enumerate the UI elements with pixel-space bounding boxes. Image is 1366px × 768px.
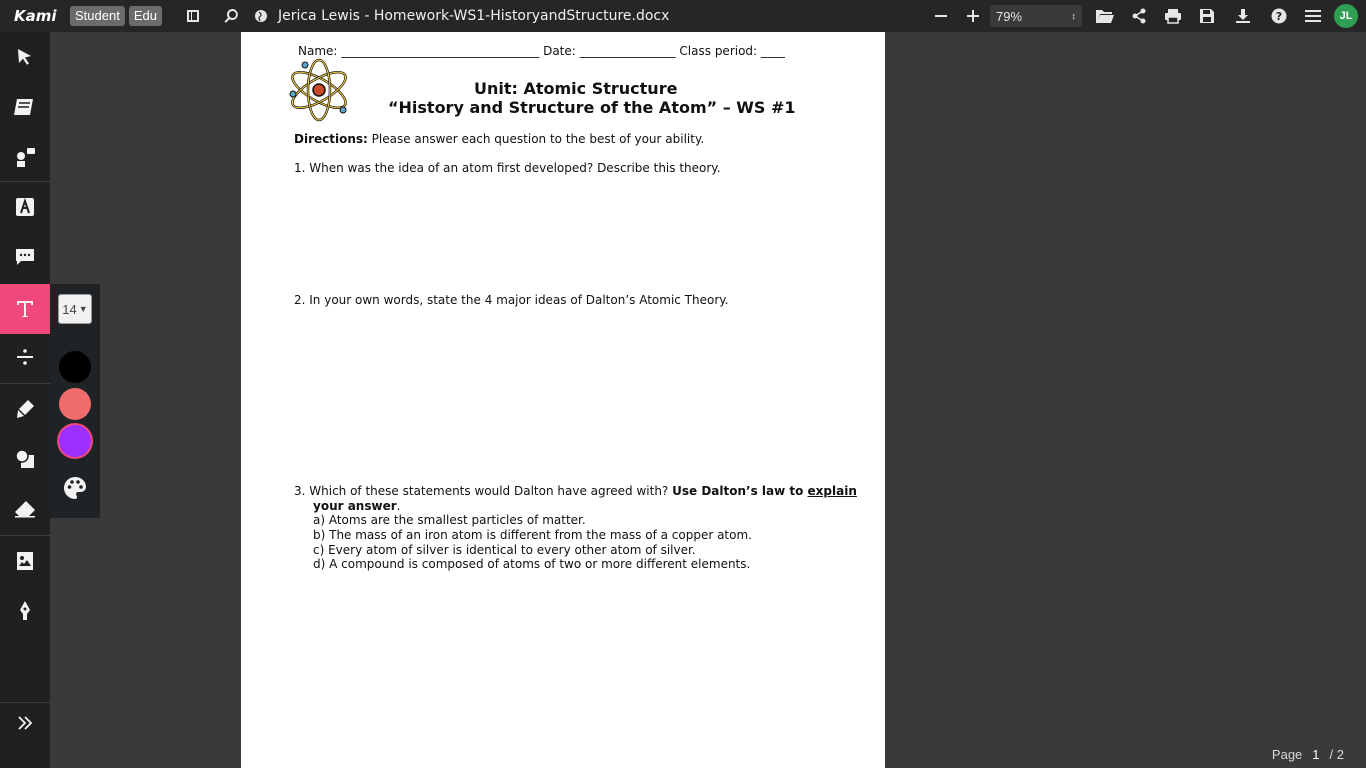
question-2: 2. In your own words, state the 4 major ideas of Dalton’s Atomic Theory. [294,293,729,307]
font-size-value: 14 [62,301,77,317]
svg-text:?: ? [1275,10,1283,23]
option-c: c) Every atom of silver is identical to every other atom of silver. [313,543,696,557]
edu-badge[interactable]: Edu [129,6,162,26]
drawing-tool-icon[interactable] [0,385,50,433]
eraser-tool-icon[interactable] [0,485,50,533]
option-b: b) The mass of an iron atom is different from the mass of a copper atom. [313,528,752,542]
question-3-bold: Use Dalton’s law to [672,484,808,498]
zoom-select[interactable] [990,5,1082,27]
save-icon[interactable] [1196,5,1218,27]
directions [294,132,704,146]
user-avatar[interactable]: JL [1334,4,1358,28]
help-icon[interactable] [1268,5,1290,27]
top-toolbar [0,0,1366,32]
palette-icon[interactable] [63,476,87,505]
equation-tool-icon[interactable] [0,333,50,381]
open-folder-icon[interactable] [1094,5,1116,27]
download-icon[interactable] [1232,5,1254,27]
document-page[interactable] [241,32,885,768]
expand-toolbar-icon[interactable] [0,699,50,747]
page-label: Page [1271,747,1303,762]
menu-icon[interactable] [1302,5,1324,27]
document-title: Jerica Lewis - Homework-WS1-HistoryandStructure.docx [277,8,670,24]
font-size-select[interactable] [58,294,92,324]
search-icon[interactable] [220,5,242,27]
read-aloud-icon[interactable] [0,133,50,181]
shapes-tool-icon[interactable] [0,435,50,483]
worksheet-title: “History and Structure of the Atom” – WS #1 [388,98,796,117]
color-swatch-purple[interactable] [59,425,91,457]
question-3 [294,484,857,498]
page-indicator [1272,747,1344,762]
question-3-period: . [396,499,401,513]
caret-down-icon: ▼ [78,304,88,314]
unit-title: Unit: Atomic Structure [474,79,678,98]
atom-illustration [287,58,355,122]
kami-logo: Kami [14,7,57,25]
question-3-continued [313,499,400,513]
select-tool-icon[interactable] [0,33,50,81]
question-3-underline: explain [807,484,857,498]
globe-icon [250,5,272,27]
question-1: 1. When was the idea of an atom first developed? Describe this theory. [294,161,721,175]
zoom-value: 79% [996,8,1023,24]
updown-arrow-icon: ↕ [1071,11,1076,21]
zoom-out-icon[interactable] [930,5,952,27]
color-swatch-red[interactable] [59,388,91,420]
comment-tool-icon[interactable] [0,233,50,281]
signature-tool-icon[interactable] [0,587,50,635]
print-icon[interactable] [1162,5,1184,27]
question-3-cont-bold: your answer [313,499,397,513]
option-d: d) A compound is composed of atoms of two or more different elements. [313,557,751,571]
student-badge[interactable]: Student [70,6,125,26]
highlight-tool-icon[interactable] [0,183,50,231]
directions-text: Please answer each question to the best of your ability. [367,132,705,146]
zoom-in-icon[interactable] [962,5,984,27]
directions-label: Directions: [294,132,368,146]
page-current[interactable]: 1 [1312,747,1320,762]
question-3-text: 3. Which of these statements would Dalton have agreed with? [294,484,673,498]
dictionary-icon[interactable] [0,83,50,131]
share-icon[interactable] [1128,5,1150,27]
text-tool-icon[interactable] [0,284,50,334]
sidebar-toggle-icon[interactable] [182,5,204,27]
image-tool-icon[interactable] [0,537,50,585]
option-a: a) Atoms are the smallest particles of matter. [313,513,586,527]
page-total: / 2 [1329,747,1344,762]
color-swatch-black[interactable] [59,351,91,383]
left-toolbar [0,32,50,768]
text-tool-flyout [50,284,100,518]
header-name-date-line: Name: _________________________________ Date: ________________ Class period: ____ [298,44,785,58]
